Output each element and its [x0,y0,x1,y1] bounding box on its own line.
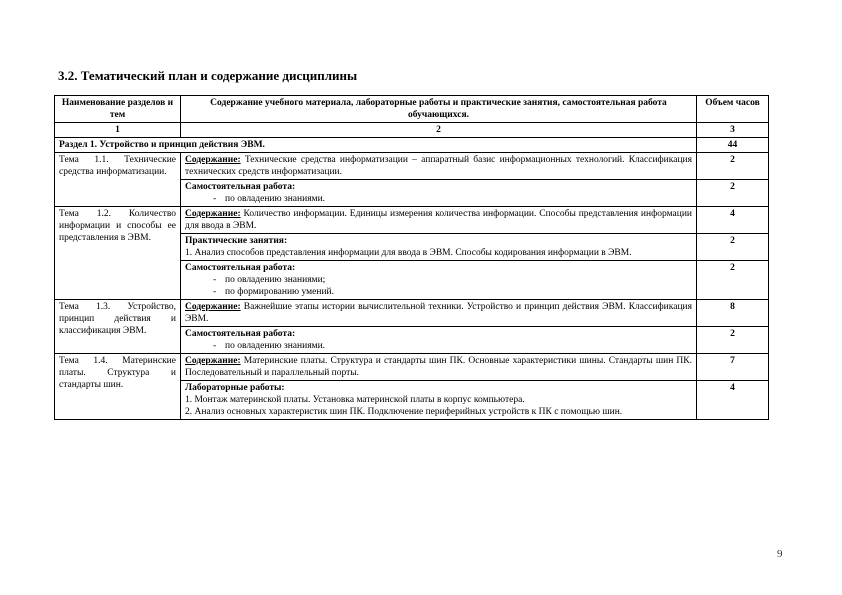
topic-1-4-content [181,354,697,381]
lab-label: Лабораторные работы: [185,383,285,393]
header-col-topics: Наименование разделов и тем [55,96,181,123]
practice-label: Практические занятия: [185,236,288,246]
topic-1-1-self-hours: 2 [697,180,769,207]
content-label: Содержание: [185,209,241,219]
topic-1-1-title: Тема 1.1. Технические средства информатизации. [55,153,181,207]
topic-1-1-content [181,153,697,180]
content-label: Содержание: [185,302,241,312]
content-label: Содержание: [185,155,241,165]
thematic-plan-table [54,95,769,420]
self-work-label: Самостоятельная работа: [185,182,296,192]
content-text: Технические средства информатизации – аппаратный базис информационных технологий. Классификация технических средств информатизации. [185,155,692,177]
content-text: Материнские платы. Структура и стандарты шин ПК. Основные характеристики шины. Стандарты шин ПК. Последовательный и параллельный порты. [185,356,692,378]
topic-1-3-self-hours: 2 [697,327,769,354]
topic-1-3-content [181,300,697,327]
list-item: - по овладению знаниями; [185,274,692,286]
topic-1-1-self-work [181,180,697,207]
page-number: 9 [777,548,783,560]
section-row [55,138,769,153]
topic-1-2-self-work [181,261,697,300]
list-item: - по овладению знаниями. [185,193,692,205]
list-item: - по формированию умений. [185,286,692,298]
topic-1-4-title: Тема 1.4. Материнские платы. Структура и стандарты шин. [55,354,181,420]
self-work-label: Самостоятельная работа: [185,263,296,273]
topic-1-4-labs [181,381,697,420]
list-item: 1. Монтаж материнской платы. Установка материнской платы в корпус компьютера. [185,395,525,405]
list-item: 1. Анализ способов представления информации для ввода в ЭВМ. Способы кодирования информации в ЭВМ. [185,248,632,258]
topic-1-2-content-hours: 4 [697,207,769,234]
topic-1-2-practice [181,234,697,261]
list-item: 2. Анализ основных характеристик шин ПК. Подключение периферийных устройств к ПК с помощью шин. [185,407,623,417]
section-title: Раздел 1. Устройство и принцип действия ЭВМ. [55,138,697,153]
topic-1-1-content-hours: 2 [697,153,769,180]
topic-1-4-lab-hours: 4 [697,381,769,420]
table-number-row [55,123,769,138]
content-text: Важнейшие этапы истории вычислительной техники. Устройство и принцип действия ЭВМ. Классификация ЭВМ. [185,302,692,324]
topic-1-2-self-hours: 2 [697,261,769,300]
table-row [55,153,769,180]
content-text: Количество информации. Единицы измерения количества информации. Способы представления информации для ввода в ЭВМ. [185,209,692,231]
section-hours: 44 [697,138,769,153]
header-num-2: 2 [181,123,697,138]
header-col-content: Содержание учебного материала, лабораторные работы и практические занятия, самостоятельная работа обучающихся. [181,96,697,123]
page-heading: 3.2. Тематический план и содержание дисциплины [58,68,358,83]
topic-1-3-title: Тема 1.3. Устройство, принцип действия и классификация ЭВМ. [55,300,181,354]
self-work-label: Самостоятельная работа: [185,329,296,339]
topic-1-3-self-work [181,327,697,354]
table-row [55,300,769,327]
topic-1-2-content [181,207,697,234]
header-num-3: 3 [697,123,769,138]
topic-1-4-content-hours: 7 [697,354,769,381]
content-label: Содержание: [185,356,241,366]
header-num-1: 1 [55,123,181,138]
table-header-row [55,96,769,123]
topic-1-2-practice-hours: 2 [697,234,769,261]
topic-1-2-title: Тема 1.2. Количество информации и способы ее представления в ЭВМ. [55,207,181,300]
header-col-hours: Объем часов [697,96,769,123]
list-item: - по овладению знаниями. [185,340,692,352]
topic-1-3-content-hours: 8 [697,300,769,327]
table-row [55,354,769,381]
table-row [55,207,769,234]
